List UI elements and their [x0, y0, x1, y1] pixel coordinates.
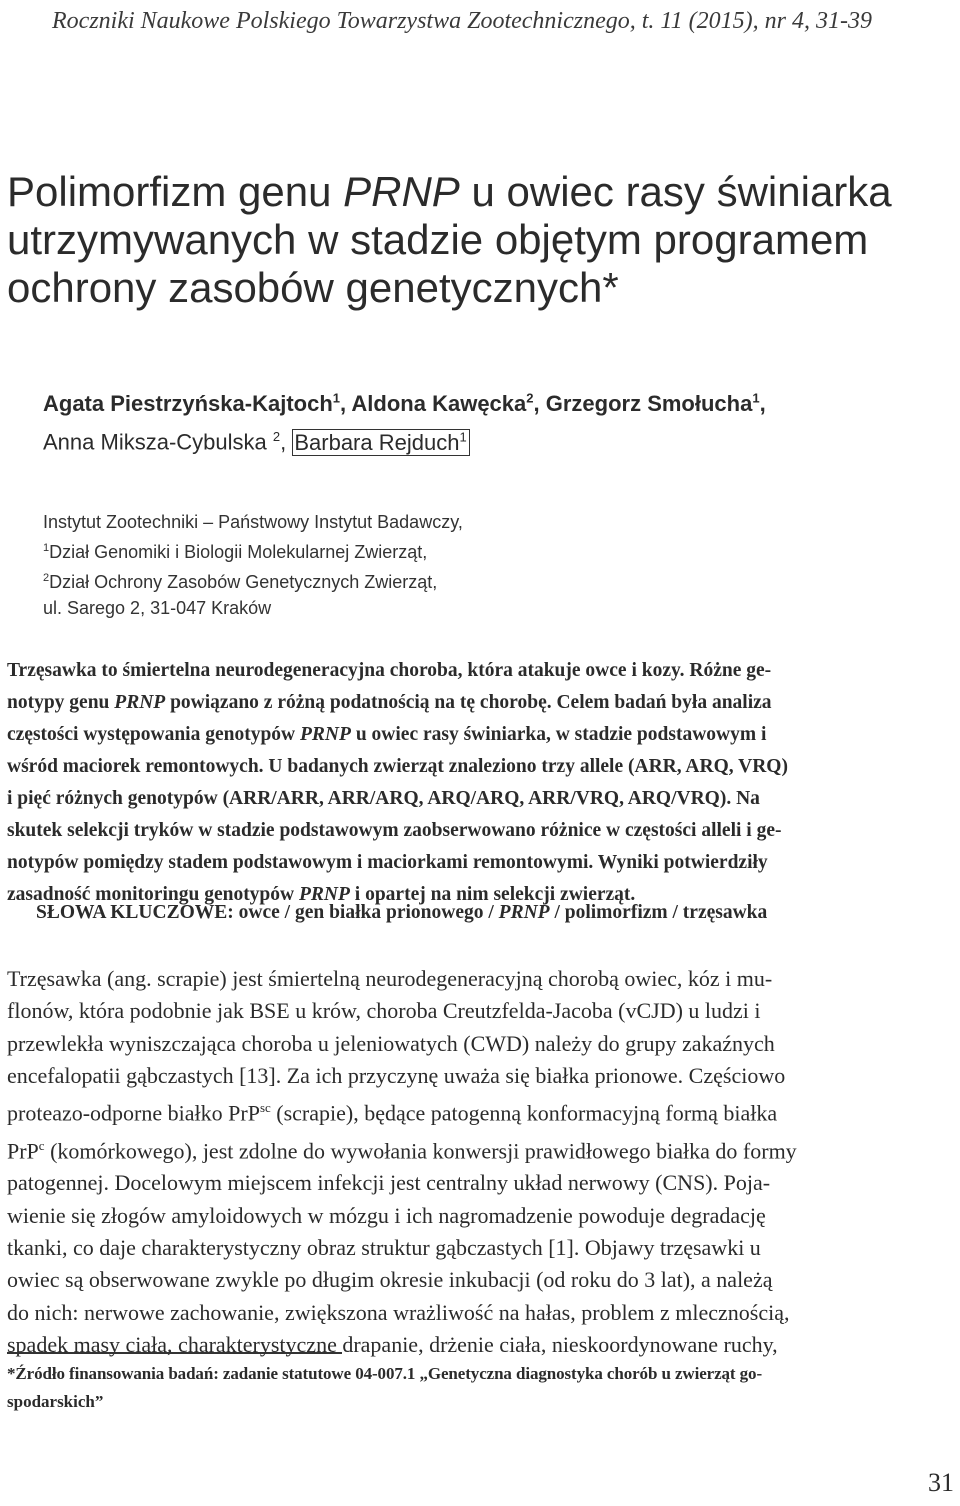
institute-name: Instytut Zootechniki – Państwowy Instytut Badawczy,: [43, 512, 463, 532]
author-list: Agata Piestrzyńska-Kajtoch$^1$, Aldona Kawęcka$^2$, Grzegorz Smołucha$^1$, Anna Miksza-Cybulska $^2$, Barbara Rejduch$^1$: [43, 391, 766, 455]
title-line1-c: u owiec rasy świniarka: [459, 168, 892, 215]
author-name: Agata Piestrzyńska-Kajtoch: [43, 391, 333, 417]
address: ul. Sarego 2, 31-047 Kraków: [43, 598, 272, 618]
department-2: Dział Ochrony Zasobów Genetycznych Zwierząt,: [49, 572, 438, 592]
abstract-line: zasadność monitoringu genotypów PRNP i opartej na nim selekcji zwierząt.: [7, 884, 636, 905]
title-gene-name: PRNP: [343, 168, 460, 215]
affil-sup: 1: [43, 542, 50, 554]
body-text: [7, 963, 952, 1361]
author-affil-sup: 1: [459, 429, 467, 445]
abstract-line: i pięć różnych genotypów (ARR/ARR, ARR/ARQ, ARQ/ARQ, ARR/VRQ, ARQ/VRQ). Na: [7, 788, 760, 809]
gene-name: PRNP: [300, 724, 351, 745]
footnote-line: spodarskich”: [7, 1392, 104, 1411]
body-line: PrP$^c$ (komórkowego), jest zdolne do wywołania konwersji prawidłowego białka do formy: [7, 1137, 797, 1164]
superscript: sc: [259, 1100, 271, 1116]
body-line: przewlekła wyniszczająca choroba u jeleniowatych (CWD) należy do grupy zakaźnych: [7, 1030, 775, 1056]
body-line: encefalopatii gąbczastych [13]. Za ich przyczynę uważa się białka prionowe. Częściowo: [7, 1062, 786, 1088]
abstract-line: notypy genu PRNP powiązano z różną podatnością na tę chorobę. Celem badań była analiza: [7, 692, 772, 713]
body-line: Trzęsawka (ang. scrapie) jest śmiertelną neurodegeneracyjną chorobą owiec, kóz i mu-: [7, 966, 773, 991]
gene-name: PRNP: [114, 692, 166, 713]
title-line3: ochrony zasobów genetycznych*: [7, 264, 619, 311]
keywords-label: SŁOWA KLUCZOWE:: [36, 902, 234, 923]
title-line1-a: Polimorfizm genu: [7, 168, 344, 215]
gene-name: PRNP: [299, 884, 350, 905]
footnote-rule: [7, 1352, 342, 1354]
body-line: tkanki, co daje charakterystyczny obraz struktur gąbczastych [1]. Objawy trzęsawki u: [7, 1235, 761, 1261]
author-name: Grzegorz Smołucha: [545, 391, 753, 417]
body-line: wienie się złogów amyloidowych w mózgu i ich nagromadzenie powoduje degradację: [7, 1202, 766, 1228]
affil-sup: 2: [43, 572, 50, 584]
keywords-line: SŁOWA KLUCZOWE: owce / gen białka prionowego / PRNP / polimorfizm / trzęsawka: [36, 902, 768, 923]
abstract-line: Trzęsawka to śmiertelna neurodegeneracyjna choroba, która atakuje owce i kozy. Różne ge-: [7, 660, 772, 681]
footnote: [7, 1360, 952, 1416]
abstract-line: notypów pomiędzy stadem podstawowym i maciorkami remontowymi. Wyniki potwierdziły: [7, 852, 768, 873]
abstract-line: wśród maciorek remontowych. U badanych zwierząt znaleziono trzy allele (ARR, ARQ, VRQ): [7, 756, 788, 777]
author-name: Anna Miksza-Cybulska: [43, 429, 273, 455]
journal-header: Roczniki Naukowe Polskiego Towarzystwa Zootechnicznego, t. 11 (2015), nr 4, 31-39: [52, 8, 872, 34]
body-line: owiec są obserwowane zwykle po długim okresie inkubacji (od roku do 3 lat), a należą: [7, 1267, 773, 1293]
author-affil-sup: 1: [332, 391, 340, 406]
author-affil-sup: 1: [752, 391, 760, 406]
abstract: [7, 655, 952, 911]
corresponding-author-box: [292, 429, 469, 456]
title-line2: utrzymywanych w stadzie objętym programem: [7, 216, 869, 263]
department-1: Dział Genomiki i Biologii Molekularnej Zwierząt,: [49, 542, 428, 562]
abstract-line: częstości występowania genotypów PRNP u owiec rasy świniarka, w stadzie podstawowym i: [7, 724, 767, 745]
superscript: c: [38, 1137, 45, 1153]
page-number: 31: [928, 1468, 954, 1497]
body-line: proteazo-odporne białko PrP$^{sc}$ (scrapie), będące patogenną konformacyjną formą białka: [7, 1100, 778, 1126]
body-line: do nich: nerwowe zachowanie, zwiększona wrażliwość na hałas, problem z mlecznością,: [7, 1299, 790, 1325]
gene-name: PRNP: [498, 902, 550, 923]
author-affil-sup: 2: [272, 429, 281, 445]
body-line: flonów, która podobnie jak BSE u krów, choroba Creutzfelda-Jacoba (vCJD) u ludzi i: [7, 998, 761, 1024]
author-affil-sup: 2: [526, 391, 534, 406]
article-title: [7, 168, 937, 312]
footnote-line: *Źródło finansowania badań: zadanie statutowe 04-007.1 „Genetyczna diagnostyka chorób u zwierząt go-: [7, 1364, 763, 1383]
author-name: Barbara Rejduch: [294, 429, 460, 455]
affiliation-block: [43, 509, 943, 621]
body-line: spadek masy ciała, charakterystyczne drapanie, drżenie ciała, nieskoordynowane ruchy,: [7, 1331, 778, 1357]
author-name: Aldona Kawęcka: [351, 391, 527, 417]
abstract-line: skutek selekcji tryków w stadzie podstawowym zaobserwowano różnice w częstości alleli i ge-: [7, 820, 782, 841]
body-line: patogennej. Docelowym miejscem infekcji jest centralny układ nerwowy (CNS). Poja-: [7, 1170, 771, 1196]
